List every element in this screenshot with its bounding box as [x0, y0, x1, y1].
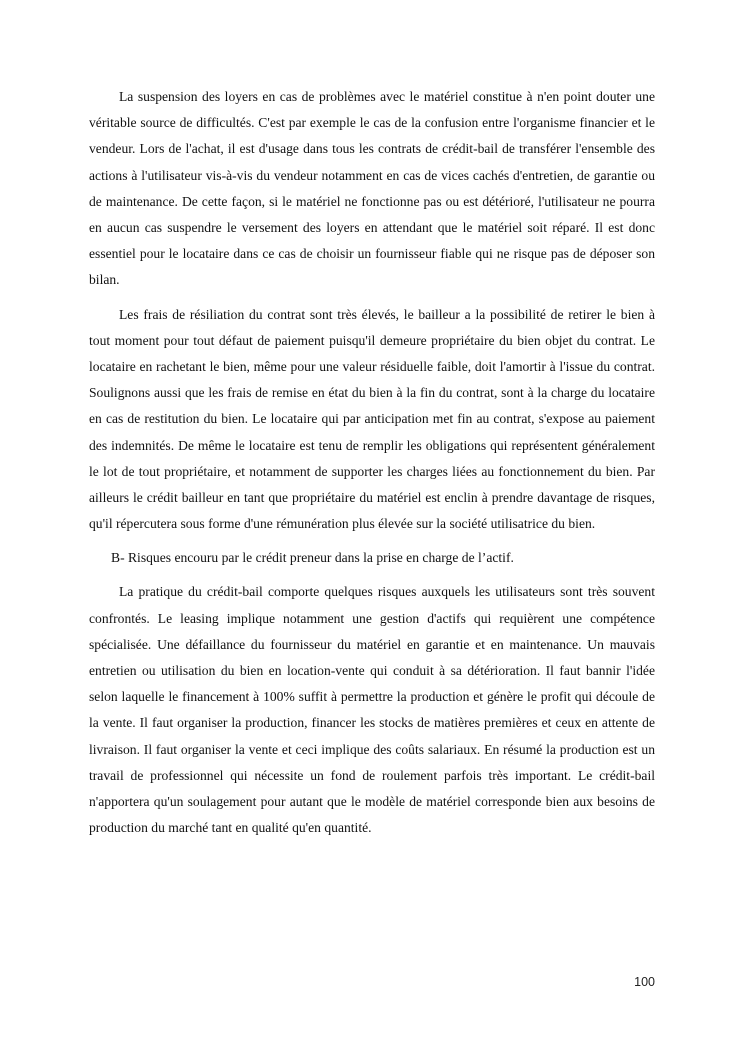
paragraph-frais-resiliation: Les frais de résiliation du contrat sont très élevés, le bailleur a la possibilité de retirer le bien à tout moment pour tout défaut de paiement puisqu'il demeure propriétaire du bien objet du contrat. Le locataire en rachetant le bien, même pour une valeur résiduelle faible, doit l'amortir à l'issue du contrat. Soulignons aussi que les frais de remise en état du bien à la fin du contrat, sont à la charge du locataire en cas de restitution du bien. Le locataire qui par anticipation met fin au contrat, s'expose au paiement des indemnités. De même le locataire est tenu de remplir les obligations qui représentent généralement le lot de tout propriétaire, et notamment de supporter les charges liées au fonctionnement du bien. Par ailleurs le crédit bailleur en tant que propriétaire du matériel est enclin à prendre davantage de risques, qu'il répercutera sous forme d'une rémunération plus élevée sur la société utilisatrice du bien.: [89, 306, 655, 532]
paragraph-pratique-credit-bail: La pratique du crédit-bail comporte quelques risques auxquels les utilisateurs sont très souvent confrontés. Le leasing implique notamment une gestion d'actifs qui requièrent une compétence spécialisée. Une défaillance du fournisseur du matériel en garantie et en maintenance. Un mauvais entretien ou utilisation du bien en location-vente qui conduit à sa détérioration. Il faut bannir l'idée selon laquelle le financement à 100% suffit à permettre la production et génère le profit qui découle de la vente. Il faut organiser la production, financer les stocks de matières premières et ceux en attente de livraison. Il faut organiser la vente et ceci implique des coûts salariaux. En résumé la production est un travail de professionnel qui nécessite un fond de roulement parfois très important. Le crédit-bail n'apportera qu'un soulagement pour autant que le modèle de matériel corresponde bien aux besoins de production du marché tant en qualité qu'en quantité.: [89, 584, 655, 836]
page-body: [89, 84, 655, 849]
page-number: 100: [634, 975, 655, 989]
section-heading: B- Risques encouru par le crédit preneur dans la prise en charge de l’actif.: [111, 550, 514, 566]
paragraph-suspension-loyers: La suspension des loyers en cas de problèmes avec le matériel constitue à n'en point douter une véritable source de difficultés. C'est par exemple le cas de la confusion entre l'organisme financier et le vendeur. Lors de l'achat, il est d'usage dans tous les contrats de crédit-bail de transférer l'ensemble des actions à l'utilisateur vis-à-vis du vendeur notamment en cas de vices cachés d'entretien, de garantie ou de maintenance. De cette façon, si le matériel ne fonctionne pas ou est détérioré, l'utilisateur ne pourra en aucun cas suspendre le versement des loyers en attendant que le matériel soit réparé. Il est donc essentiel pour le locataire dans ce cas de choisir un fournisseur fiable qui ne risque pas de déposer son bilan.: [89, 89, 655, 288]
